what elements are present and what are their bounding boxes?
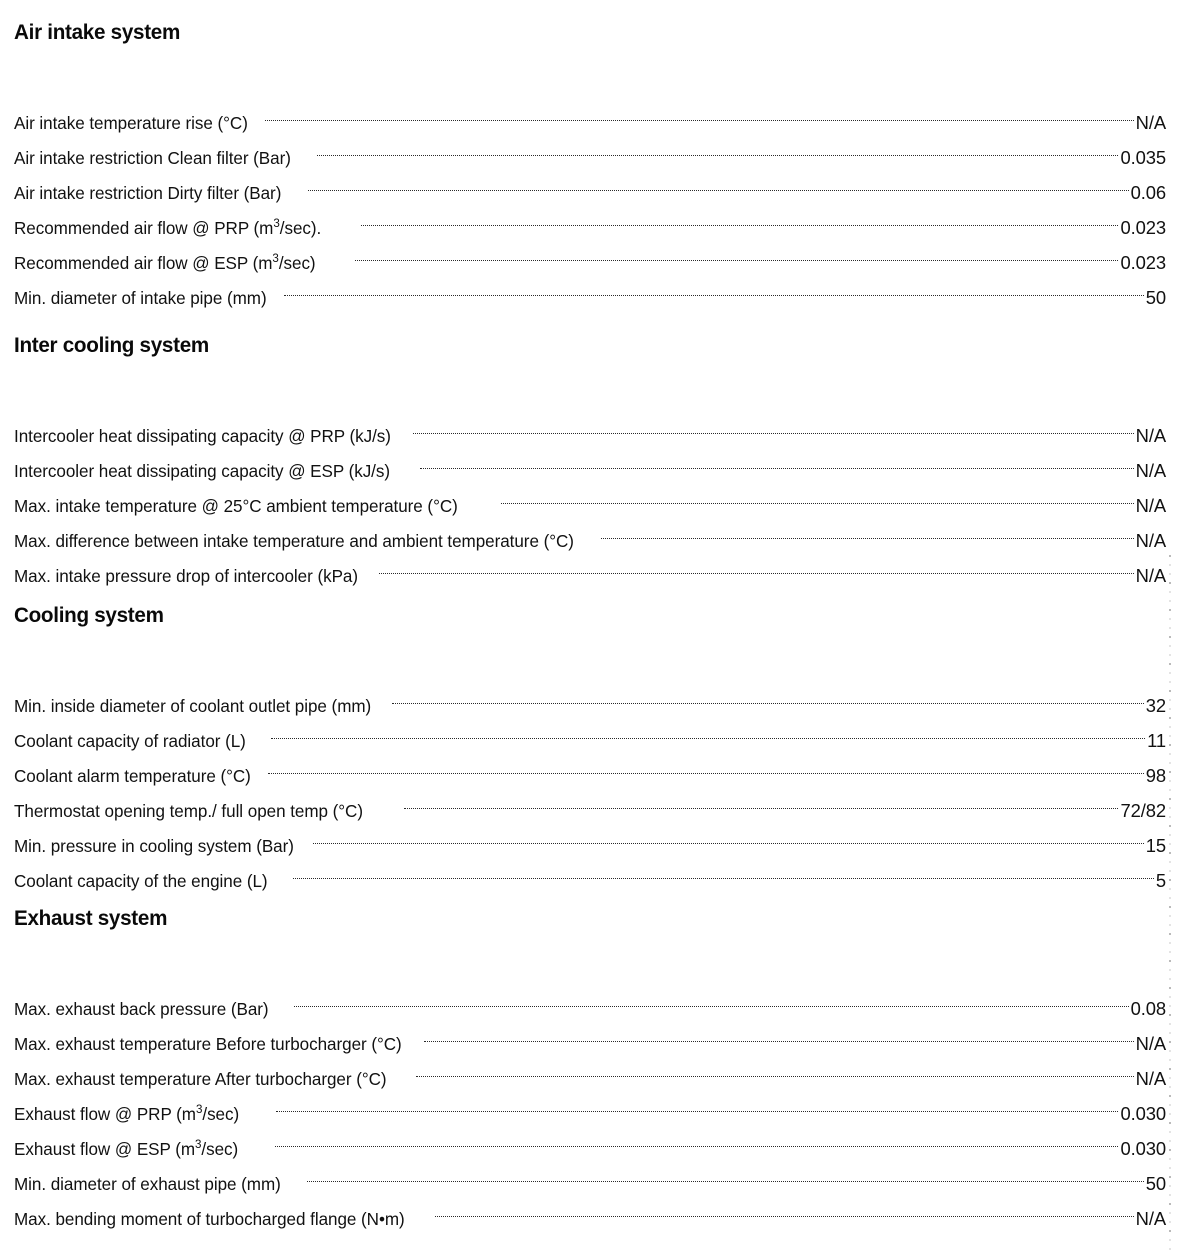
dotted-leader	[501, 477, 1133, 512]
spec-value: N/A	[1135, 111, 1166, 133]
spec-row	[14, 782, 1166, 821]
dotted-leader	[276, 1085, 1118, 1120]
dotted-leader	[317, 129, 1118, 164]
dotted-leader	[294, 980, 1128, 1015]
section-heading: Cooling system	[14, 603, 164, 627]
dotted-leader	[404, 782, 1119, 817]
dotted-leader	[293, 852, 1153, 887]
spec-label: Air intake restriction Clean filter (Bar)	[14, 147, 291, 168]
dotted-leader	[268, 747, 1144, 782]
dotted-leader	[361, 199, 1119, 234]
dotted-leader	[275, 1120, 1118, 1155]
spec-value: N/A	[1135, 564, 1166, 586]
spec-row-list	[14, 407, 1166, 586]
dotted-leader	[392, 677, 1144, 712]
spec-row	[14, 712, 1166, 751]
spec-row-list	[14, 94, 1166, 308]
spec-row	[14, 980, 1166, 1019]
spec-label: Max. difference between intake temperature and ambient temperature (°C)	[14, 530, 574, 551]
spec-section	[14, 333, 1166, 586]
spec-row	[14, 547, 1166, 586]
spec-label: Max. exhaust back pressure (Bar)	[14, 998, 269, 1019]
dotted-leader	[424, 1015, 1134, 1050]
spec-label: Max. exhaust temperature After turbocharger (°C)	[14, 1068, 387, 1089]
spec-value: 0.023	[1120, 216, 1166, 238]
dotted-leader	[265, 94, 1134, 129]
spec-row	[14, 1050, 1166, 1089]
spec-row	[14, 1120, 1166, 1159]
spec-value: 0.035	[1120, 146, 1166, 168]
spec-label: Max. intake pressure drop of intercooler (kPa)	[14, 565, 358, 586]
spec-value: 5	[1155, 869, 1166, 891]
spec-value: 72/82	[1120, 799, 1166, 821]
spec-value: N/A	[1135, 1207, 1166, 1229]
spec-label: Coolant capacity of the engine (L)	[14, 870, 268, 891]
spec-row	[14, 1015, 1166, 1054]
spec-label: Intercooler heat dissipating capacity @ PRP (kJ/s)	[14, 425, 391, 446]
spec-row	[14, 477, 1166, 516]
spec-section	[14, 20, 1166, 308]
spec-value: N/A	[1135, 459, 1166, 481]
spec-label: Exhaust flow @ ESP $(m^3/\sec)$	[14, 1136, 239, 1159]
spec-value: 15	[1145, 834, 1166, 856]
spec-label: Thermostat opening temp./ full open temp (°C)	[14, 800, 363, 821]
spec-label: Exhaust flow @ PRP $(m^3/\sec)$	[14, 1101, 240, 1124]
dotted-leader	[601, 512, 1133, 547]
spec-row	[14, 817, 1166, 856]
spec-row-list	[14, 980, 1166, 1229]
spec-value: 0.06	[1130, 181, 1166, 203]
spec-row	[14, 1085, 1166, 1124]
spec-label: Max. bending moment of turbocharged flange (N•m)	[14, 1208, 405, 1229]
spec-label: Air intake temperature rise (°C)	[14, 112, 248, 133]
spec-value: N/A	[1135, 1067, 1166, 1089]
section-heading: Air intake system	[14, 20, 181, 44]
spec-label: Max. intake temperature @ 25°C ambient temperature (°C)	[14, 495, 458, 516]
spec-row	[14, 269, 1166, 308]
spec-value: 50	[1145, 286, 1166, 308]
dotted-leader	[307, 1155, 1144, 1190]
spec-row	[14, 407, 1166, 446]
dotted-leader	[420, 442, 1134, 477]
spec-value: 0.08	[1130, 997, 1166, 1019]
spec-label: Min. diameter of intake pipe (mm)	[14, 287, 267, 308]
spec-row	[14, 94, 1166, 133]
spec-label: Max. exhaust temperature Before turbocharger (°C)	[14, 1033, 402, 1054]
spec-row	[14, 199, 1166, 238]
dotted-leader	[355, 234, 1119, 269]
dotted-leader	[435, 1190, 1134, 1225]
dotted-leader	[379, 547, 1134, 582]
spec-row	[14, 129, 1166, 168]
spec-label: Intercooler heat dissipating capacity @ ESP (kJ/s)	[14, 460, 390, 481]
spec-label: Coolant alarm temperature (°C)	[14, 765, 251, 786]
spec-row	[14, 512, 1166, 551]
spec-value: 0.030	[1120, 1137, 1166, 1159]
spec-value: 50	[1145, 1172, 1166, 1194]
spec-row	[14, 852, 1166, 891]
spec-label: Recommended air flow @ PRP $(m^3/\sec)$.	[14, 215, 322, 238]
spec-label: Recommended air flow @ ESP $(m^3/\sec)$	[14, 250, 316, 273]
spec-row	[14, 1190, 1166, 1229]
spec-value: 0.023	[1120, 251, 1166, 273]
dotted-leader	[313, 817, 1144, 852]
spec-label: Min. inside diameter of coolant outlet pipe (mm)	[14, 695, 372, 716]
dotted-leader	[416, 1050, 1134, 1085]
spec-label: Coolant capacity of radiator (L)	[14, 730, 246, 751]
spec-section	[14, 603, 1166, 891]
spec-value: 32	[1145, 694, 1166, 716]
spec-row-list	[14, 677, 1166, 891]
dotted-leader	[271, 712, 1145, 747]
spec-row	[14, 442, 1166, 481]
spec-value: 0.030	[1120, 1102, 1166, 1124]
spec-row	[14, 747, 1166, 786]
spec-row	[14, 164, 1166, 203]
dotted-leader	[284, 269, 1143, 304]
spec-row	[14, 1155, 1166, 1194]
dotted-leader	[413, 407, 1134, 442]
spec-label: Air intake restriction Dirty filter (Bar)	[14, 182, 282, 203]
spec-row	[14, 234, 1166, 273]
spec-value: N/A	[1135, 529, 1166, 551]
spec-value: 98	[1145, 764, 1166, 786]
spec-value: N/A	[1135, 1032, 1166, 1054]
spec-value: N/A	[1135, 494, 1166, 516]
spec-label: Min. diameter of exhaust pipe (mm)	[14, 1173, 281, 1194]
spec-value: 11	[1147, 729, 1166, 751]
spec-value: N/A	[1135, 424, 1166, 446]
spec-row	[14, 677, 1166, 716]
spec-label: Min. pressure in cooling system (Bar)	[14, 835, 294, 856]
section-heading: Exhaust system	[14, 906, 168, 930]
dotted-leader	[308, 164, 1129, 199]
spec-section	[14, 906, 1166, 1229]
page-edge-bleed-artifact	[1166, 555, 1180, 1255]
section-heading: Inter cooling system	[14, 333, 209, 357]
